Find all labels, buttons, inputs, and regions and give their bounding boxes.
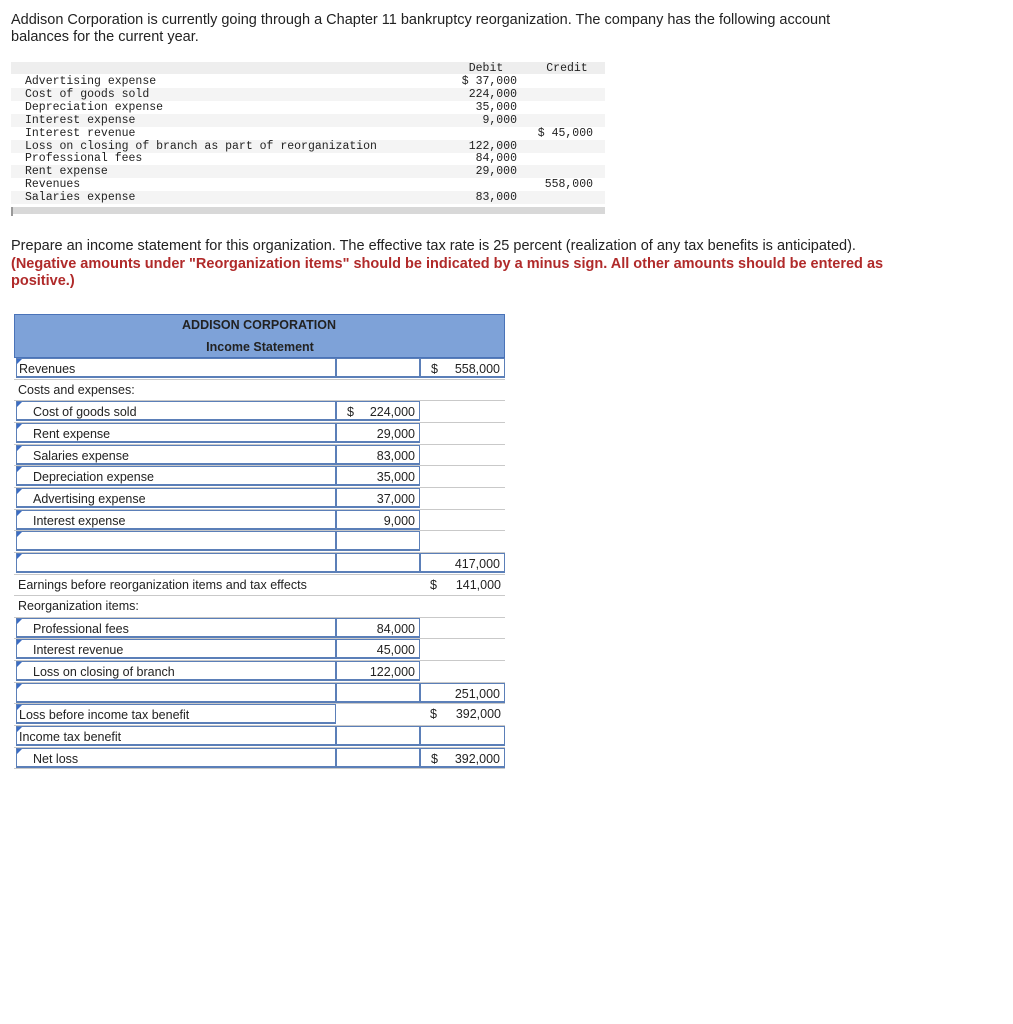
ledger-row [11, 127, 605, 140]
statement-amount-input[interactable] [336, 488, 420, 508]
statement-line-text: Income tax benefit [19, 730, 122, 745]
statement-total-input [420, 380, 505, 400]
dropdown-flag-icon [17, 619, 22, 624]
total-value: 392,000 [454, 751, 500, 766]
ledger-account: Revenues [25, 178, 81, 192]
ledger-account: Salaries expense [25, 191, 136, 205]
dropdown-flag-icon [17, 359, 22, 364]
statement-total-input [420, 639, 505, 659]
statement-total-input [420, 423, 505, 443]
ledger-account: Cost of goods sold [25, 87, 150, 101]
amount-value: 37,000 [376, 491, 415, 506]
dropdown-flag-icon [17, 511, 22, 516]
statement-row [14, 466, 505, 488]
statement-line-label[interactable] [16, 510, 336, 530]
statement-line-label[interactable] [16, 488, 336, 508]
statement-line-text: Rent expense [33, 426, 111, 441]
statement-amount-input [336, 596, 420, 616]
ledger-debit: 224,000 [468, 87, 517, 101]
dropdown-flag-icon [17, 749, 22, 754]
credit-header: Credit [546, 62, 588, 75]
statement-line-text: Professional fees [33, 621, 129, 636]
statement-row [14, 445, 505, 467]
total-value: 417,000 [454, 556, 500, 571]
statement-row [14, 423, 505, 445]
statement-amount-input[interactable] [336, 639, 420, 659]
ledger-debit: 9,000 [482, 113, 517, 127]
statement-line-label [16, 596, 336, 616]
statement-line-label[interactable] [16, 618, 336, 638]
statement-line-text: Advertising expense [33, 491, 146, 506]
statement-row [14, 748, 505, 770]
ledger-row [11, 178, 605, 191]
ledger-account: Interest expense [25, 113, 136, 127]
statement-total-input [420, 510, 505, 530]
statement-amount-input[interactable] [336, 466, 420, 486]
total-value: 251,000 [454, 686, 500, 701]
statement-amount-input[interactable] [336, 401, 420, 421]
ledger-row [11, 114, 605, 127]
dropdown-flag-icon [17, 640, 22, 645]
statement-row [14, 488, 505, 510]
statement-header [14, 314, 505, 358]
dropdown-flag-icon [17, 467, 22, 472]
ledger-account: Loss on closing of branch as part of reorganization [25, 139, 377, 153]
statement-amount-input[interactable] [336, 553, 420, 573]
dollar-sign: $ [431, 751, 438, 766]
statement-row [14, 510, 505, 532]
ledger-debit: 35,000 [475, 100, 517, 114]
statement-line-label[interactable] [16, 661, 336, 681]
ledger-credit: 558,000 [544, 178, 593, 192]
statement-amount-input[interactable] [336, 748, 420, 768]
statement-line-label[interactable] [16, 726, 336, 746]
dropdown-flag-icon [17, 705, 22, 710]
statement-row [14, 401, 505, 423]
statement-total-input[interactable] [420, 748, 505, 768]
instructions [11, 238, 911, 291]
amount-value: 83,000 [376, 448, 415, 463]
statement-row [14, 553, 505, 575]
ledger-row [11, 101, 605, 114]
statement-total-input [420, 575, 505, 595]
statement-total-input [420, 661, 505, 681]
income-statement-worksheet [14, 314, 505, 770]
ledger-row [11, 191, 605, 204]
statement-amount-input[interactable] [336, 510, 420, 530]
amount-value: 45,000 [376, 643, 415, 658]
statement-line-label[interactable] [16, 445, 336, 465]
statement-title: Income Statement [206, 340, 314, 354]
statement-line-text: Net loss [33, 751, 79, 766]
statement-total-input [420, 466, 505, 486]
ledger-row [11, 165, 605, 178]
statement-line-label[interactable] [16, 466, 336, 486]
ledger-debit: 84,000 [475, 152, 517, 166]
statement-line-text: Revenues [19, 362, 76, 376]
statement-row [14, 575, 505, 597]
statement-line-text: Costs and expenses: [18, 382, 135, 397]
statement-line-text: Interest revenue [33, 643, 124, 658]
ledger-row [11, 152, 605, 165]
total-value: 392,000 [455, 707, 501, 722]
instructions-note: (Negative amounts under "Reorganization items" should be indicated by a minus sign. All other amounts should be entered as positive.) [11, 255, 884, 289]
amount-value: 9,000 [383, 513, 415, 528]
statement-total-input [420, 401, 505, 421]
statement-line-text: Earnings before reorganization items and tax effects [18, 577, 307, 592]
statement-line-text: Reorganization items: [18, 599, 139, 614]
statement-line-label [16, 380, 336, 400]
statement-amount-input [336, 704, 420, 724]
ledger-credit: $ 45,000 [537, 126, 593, 140]
dollar-sign: $ [431, 362, 438, 376]
ledger-row [11, 88, 605, 101]
statement-row [14, 358, 505, 380]
statement-line-label[interactable] [16, 423, 336, 443]
statement-row [14, 683, 505, 705]
statement-amount-input[interactable] [336, 683, 420, 703]
statement-line-text: Loss on closing of branch [33, 665, 175, 680]
statement-amount-input [336, 575, 420, 595]
statement-line-text: Salaries expense [33, 448, 129, 463]
ledger-account: Advertising expense [25, 75, 157, 88]
dropdown-flag-icon [17, 554, 22, 559]
statement-total-input[interactable] [420, 553, 505, 573]
amount-value: 224,000 [369, 405, 415, 420]
ledger-account: Interest revenue [25, 126, 136, 140]
statement-row [14, 596, 505, 618]
company-name: ADDISON CORPORATION [182, 318, 336, 332]
total-value: 141,000 [455, 577, 501, 592]
dropdown-flag-icon [17, 446, 22, 451]
dollar-sign: $ [430, 707, 437, 722]
account-balances-table [11, 62, 605, 216]
dollar-sign: $ [347, 405, 354, 420]
ledger-debit: 83,000 [475, 191, 517, 205]
statement-line-label[interactable] [16, 639, 336, 659]
statement-line-text: Interest expense [33, 513, 126, 528]
amount-value: 84,000 [376, 621, 415, 636]
statement-amount-input[interactable] [336, 531, 420, 551]
ledger-account: Professional fees [25, 152, 143, 166]
dropdown-flag-icon [17, 727, 22, 732]
statement-amount-input[interactable] [336, 445, 420, 465]
statement-amount-input[interactable] [336, 423, 420, 443]
statement-line-text: Cost of goods sold [33, 405, 137, 420]
ledger-footer-edge [11, 207, 13, 216]
statement-line-label[interactable] [16, 704, 336, 724]
statement-amount-input [336, 380, 420, 400]
statement-line-label[interactable] [16, 553, 336, 573]
statement-total-input [420, 531, 505, 551]
problem-intro: Addison Corporation is currently going through a Chapter 11 bankruptcy reorganization. The company has the following account balances for the current year. [11, 12, 831, 45]
ledger-debit: 122,000 [468, 139, 517, 153]
statement-total-input [420, 596, 505, 616]
dropdown-flag-icon [17, 684, 22, 689]
ledger-footer-bar [11, 207, 605, 214]
statement-amount-input[interactable] [336, 726, 420, 746]
statement-total-input[interactable] [420, 358, 505, 378]
ledger-row [11, 75, 605, 88]
statement-row [14, 531, 505, 553]
dropdown-flag-icon [17, 532, 22, 537]
statement-row [14, 661, 505, 683]
instructions-text: Prepare an income statement for this organization. The effective tax rate is 25 percent (realization of any tax benefits is anticipated). [11, 238, 856, 254]
total-value: 558,000 [454, 362, 500, 376]
statement-total-input [420, 704, 505, 724]
statement-total-input[interactable] [420, 683, 505, 703]
ledger-debit: 29,000 [475, 165, 517, 179]
statement-total-input [420, 445, 505, 465]
dropdown-flag-icon [17, 424, 22, 429]
statement-amount-input[interactable] [336, 358, 420, 378]
statement-row [14, 726, 505, 748]
statement-amount-input[interactable] [336, 661, 420, 681]
ledger-account: Rent expense [25, 165, 108, 179]
dropdown-flag-icon [17, 662, 22, 667]
debit-header: Debit [468, 62, 504, 75]
statement-row [14, 704, 505, 726]
amount-value: 35,000 [376, 470, 415, 485]
statement-amount-input[interactable] [336, 618, 420, 638]
statement-line-label[interactable] [16, 748, 336, 768]
statement-line-label[interactable] [16, 358, 336, 378]
amount-value: 29,000 [376, 426, 415, 441]
statement-line-label[interactable] [16, 401, 336, 421]
statement-line-label [16, 575, 336, 595]
statement-row [14, 639, 505, 661]
amount-value: 122,000 [369, 665, 415, 680]
statement-total-input[interactable] [420, 726, 505, 746]
statement-line-label[interactable] [16, 531, 336, 551]
statement-total-input [420, 618, 505, 638]
statement-line-label[interactable] [16, 683, 336, 703]
statement-line-text: Depreciation expense [33, 470, 154, 485]
dropdown-flag-icon [17, 402, 22, 407]
ledger-debit: $ 37,000 [461, 75, 517, 88]
ledger-row [11, 140, 605, 153]
dollar-sign: $ [430, 577, 437, 592]
statement-total-input [420, 488, 505, 508]
statement-row [14, 380, 505, 402]
ledger-account: Depreciation expense [25, 100, 164, 114]
statement-line-text: Loss before income tax benefit [19, 708, 190, 723]
dropdown-flag-icon [17, 489, 22, 494]
statement-row [14, 618, 505, 640]
